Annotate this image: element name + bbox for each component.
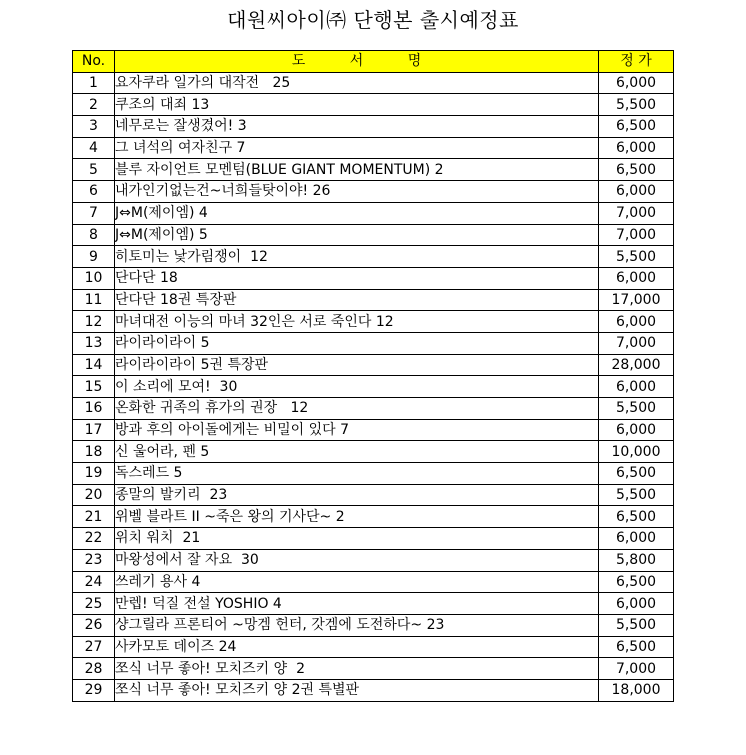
- book-title: 단다단 18: [115, 267, 599, 289]
- book-price: 5,500: [599, 484, 674, 506]
- table-row: [73, 289, 674, 311]
- row-number: 11: [73, 289, 115, 311]
- book-price: 18,000: [599, 679, 674, 701]
- book-price: 7,000: [599, 202, 674, 224]
- book-title: 방과 후의 아이돌에게는 비밀이 있다 7: [115, 419, 599, 441]
- table-row: [73, 679, 674, 701]
- book-title: 쪼식 너무 좋아! 모치즈키 양 2권 특별판: [115, 679, 599, 701]
- table-row: [73, 202, 674, 224]
- book-price: 28,000: [599, 354, 674, 376]
- book-title: 독스레드 5: [115, 463, 599, 485]
- table-row: [73, 181, 674, 203]
- book-title: 위벨 블라트 II ~죽은 왕의 기사단~ 2: [115, 506, 599, 528]
- row-number: 4: [73, 137, 115, 159]
- row-number: 18: [73, 441, 115, 463]
- header-price: 정 가: [599, 51, 674, 73]
- book-title: 단다단 18권 특장판: [115, 289, 599, 311]
- row-number: 26: [73, 614, 115, 636]
- book-price: 6,000: [599, 137, 674, 159]
- book-title: 네무로는 잘생겼어! 3: [115, 116, 599, 138]
- book-title: 위치 워치 21: [115, 528, 599, 550]
- book-price: 7,000: [599, 658, 674, 680]
- row-number: 22: [73, 528, 115, 550]
- table-row: [73, 614, 674, 636]
- table-row: [73, 376, 674, 398]
- row-number: 10: [73, 267, 115, 289]
- row-number: 3: [73, 116, 115, 138]
- book-title: J⇔M(제이엠) 4: [115, 202, 599, 224]
- book-title: 라이라이라이 5권 특장판: [115, 354, 599, 376]
- row-number: 28: [73, 658, 115, 680]
- book-title: J⇔M(제이엠) 5: [115, 224, 599, 246]
- book-title: 마왕성에서 잘 자요 30: [115, 549, 599, 571]
- table-row: [73, 658, 674, 680]
- book-title: 요자쿠라 일가의 대작전 25: [115, 72, 599, 94]
- book-price: 10,000: [599, 441, 674, 463]
- row-number: 7: [73, 202, 115, 224]
- book-price: 5,500: [599, 614, 674, 636]
- book-price: 7,000: [599, 224, 674, 246]
- book-price: 6,000: [599, 267, 674, 289]
- book-title: 라이라이라이 5: [115, 332, 599, 354]
- table-row: [73, 398, 674, 420]
- table-row: [73, 463, 674, 485]
- row-number: 17: [73, 419, 115, 441]
- book-title: 온화한 귀족의 휴가의 권장 12: [115, 398, 599, 420]
- row-number: 29: [73, 679, 115, 701]
- row-number: 15: [73, 376, 115, 398]
- table-row: [73, 246, 674, 268]
- book-price: 6,000: [599, 419, 674, 441]
- table-row: [73, 571, 674, 593]
- book-title: 신 울어라, 펜 5: [115, 441, 599, 463]
- row-number: 13: [73, 332, 115, 354]
- book-title: 마녀대전 이능의 마녀 32인은 서로 죽인다 12: [115, 311, 599, 333]
- table-row: [73, 506, 674, 528]
- page-title: 대원씨아이㈜ 단행본 출시예정표: [227, 8, 519, 32]
- book-price: 6,000: [599, 528, 674, 550]
- row-number: 2: [73, 94, 115, 116]
- book-title: 이 소리에 모여! 30: [115, 376, 599, 398]
- book-price: 6,000: [599, 376, 674, 398]
- header-title: [115, 51, 599, 73]
- book-price: 7,000: [599, 332, 674, 354]
- book-title: 종말의 발키리 23: [115, 484, 599, 506]
- book-title: 만렙! 덕질 전설 YOSHIO 4: [115, 593, 599, 615]
- book-title: 샹그릴라 프론티어 ~망겜 헌터, 갓겜에 도전하다~ 23: [115, 614, 599, 636]
- table-row: [73, 116, 674, 138]
- book-price: 6,500: [599, 463, 674, 485]
- table-row: [73, 311, 674, 333]
- header-no: No.: [73, 51, 115, 73]
- table-row: [73, 137, 674, 159]
- book-title: 그 녀석의 여자친구 7: [115, 137, 599, 159]
- book-price: 6,000: [599, 593, 674, 615]
- row-number: 5: [73, 159, 115, 181]
- table-row: [73, 549, 674, 571]
- table-row: [73, 528, 674, 550]
- row-number: 19: [73, 463, 115, 485]
- book-price: 6,500: [599, 571, 674, 593]
- row-number: 16: [73, 398, 115, 420]
- row-number: 14: [73, 354, 115, 376]
- header-row: [73, 51, 674, 73]
- book-title: 사카모토 데이즈 24: [115, 636, 599, 658]
- book-price: 5,800: [599, 549, 674, 571]
- book-price: 5,500: [599, 246, 674, 268]
- table-row: [73, 593, 674, 615]
- row-number: 9: [73, 246, 115, 268]
- book-title: 쿠조의 대죄 13: [115, 94, 599, 116]
- header-title-label: 도 서 명: [291, 53, 422, 70]
- release-schedule-table: [72, 50, 674, 702]
- book-price: 6,000: [599, 72, 674, 94]
- book-price: 5,500: [599, 398, 674, 420]
- table-row: [73, 419, 674, 441]
- table-row: [73, 332, 674, 354]
- row-number: 6: [73, 181, 115, 203]
- table-row: [73, 441, 674, 463]
- book-price: 5,500: [599, 94, 674, 116]
- book-price: 6,000: [599, 311, 674, 333]
- book-title: 내가인기없는건~너희들탓이야! 26: [115, 181, 599, 203]
- row-number: 20: [73, 484, 115, 506]
- table-body: [73, 72, 674, 701]
- row-number: 27: [73, 636, 115, 658]
- row-number: 8: [73, 224, 115, 246]
- book-price: 6,000: [599, 181, 674, 203]
- table-row: [73, 94, 674, 116]
- row-number: 1: [73, 72, 115, 94]
- book-price: 17,000: [599, 289, 674, 311]
- book-title: 쪼식 너무 좋아! 모치즈키 양 2: [115, 658, 599, 680]
- book-title: 쓰레기 용사 4: [115, 571, 599, 593]
- book-price: 6,500: [599, 116, 674, 138]
- row-number: 25: [73, 593, 115, 615]
- book-price: 6,500: [599, 159, 674, 181]
- table-row: [73, 354, 674, 376]
- book-price: 6,500: [599, 506, 674, 528]
- table-row: [73, 72, 674, 94]
- row-number: 23: [73, 549, 115, 571]
- row-number: 12: [73, 311, 115, 333]
- table-row: [73, 224, 674, 246]
- table-row: [73, 484, 674, 506]
- book-title: 히토미는 낯가림쟁이 12: [115, 246, 599, 268]
- row-number: 21: [73, 506, 115, 528]
- book-title: 블루 자이언트 모멘텀(BLUE GIANT MOMENTUM) 2: [115, 159, 599, 181]
- row-number: 24: [73, 571, 115, 593]
- table-row: [73, 267, 674, 289]
- table-row: [73, 159, 674, 181]
- table-row: [73, 636, 674, 658]
- book-price: 6,500: [599, 636, 674, 658]
